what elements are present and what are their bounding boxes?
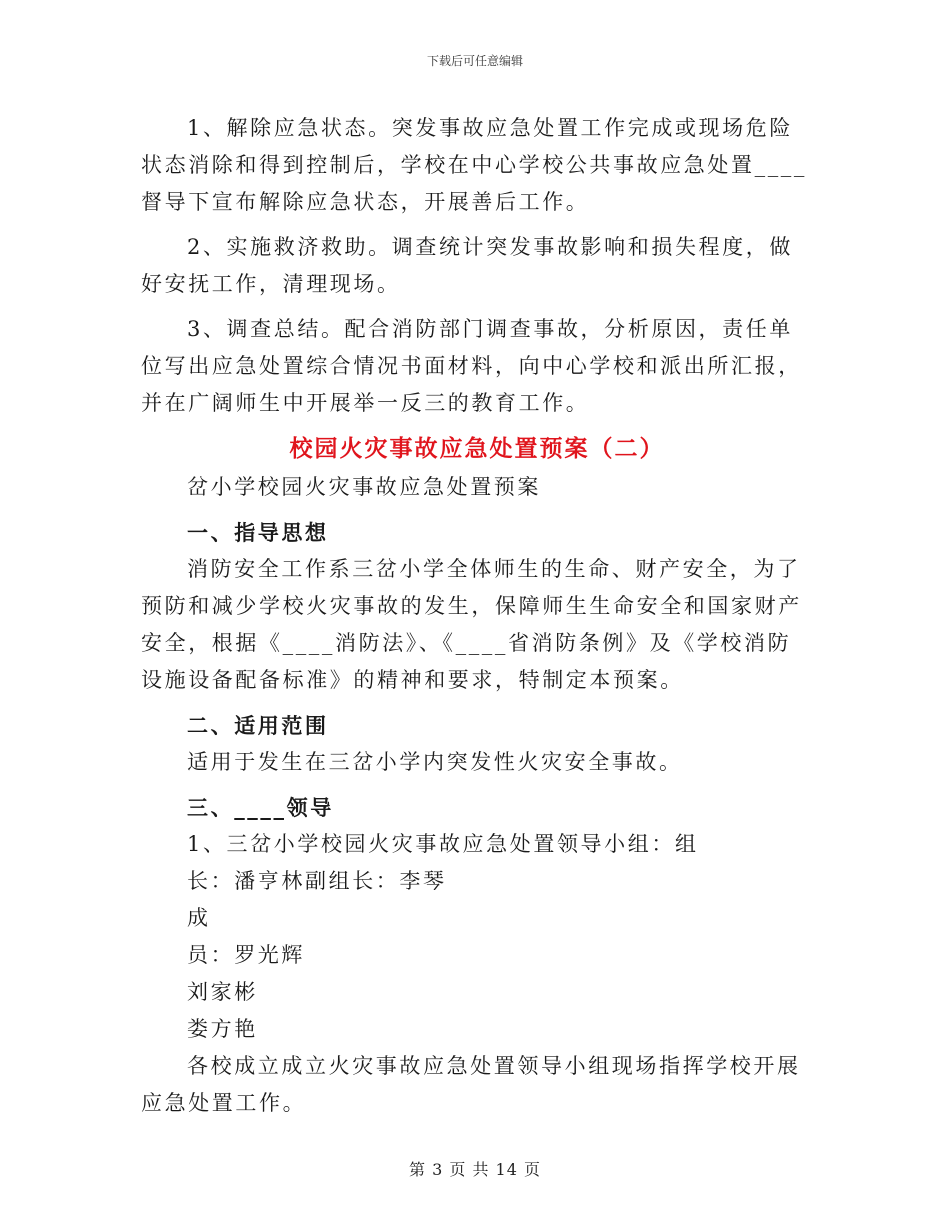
member-line-a: 成 <box>187 906 211 930</box>
plan-subtitle: 岔小学校园火灾事故应急处置预案 <box>187 475 541 499</box>
page-header-note: 下载后可任意编辑 <box>426 54 523 68</box>
member-line-c: 刘家彬 <box>187 980 258 1004</box>
leadership-group-line: 1、三岔小学校园火灾事故应急处置领导小组：组 <box>187 832 699 856</box>
paragraph-scope: 适用于发生在三岔小学内突发性火灾安全事故。 <box>187 750 683 774</box>
heading-leadership: 三、____领导 <box>187 795 334 820</box>
paragraph-investigation: 3、调查总结。配合消防部门调查事故，分析原因，责任单位写出应急处置综合情况书面材料，向中心学校和派出所汇报，并在广阔师生中开展举一反三的教育工作。 <box>141 317 802 415</box>
paragraph-guiding-thought: 消防安全工作系三岔小学全体师生的生命、财产安全，为了预防和减少学校火灾事故的发生，保障师生生命安全和国家财产安全，根据《____消防法》、《____省消防条例》及《学校消防设施设备配备标准》的精神和要求，特制定本预案。 <box>141 557 802 692</box>
paragraph-closing: 各校成立成立火灾事故应急处置领导小组现场指挥学校开展应急处置工作。 <box>141 1054 801 1115</box>
member-line-d: 娄方艳 <box>187 1017 258 1041</box>
paragraph-relief: 2、实施救济救助。调查统计突发事故影响和损失程度，做好安抚工作，清理现场。 <box>141 235 793 296</box>
heading-scope: 二、适用范围 <box>187 713 329 738</box>
document-body <box>141 110 813 1122</box>
leadership-leader-line: 长：潘亨林副组长：李琴 <box>187 869 447 893</box>
plan-title: 校园火灾事故应急处置预案（二） <box>289 435 665 462</box>
member-line-b: 员：罗光辉 <box>187 943 305 967</box>
heading-guiding-thought: 一、指导思想 <box>187 520 329 545</box>
page-number: 第 3 页 共 14 页 <box>409 1160 541 1179</box>
paragraph-lift-emergency: 1、解除应急状态。突发事故应急处置工作完成或现场危险状态消除和得到控制后，学校在中心学校公共事故应急处置____督导下宣布解除应急状态，开展善后工作。 <box>141 116 807 214</box>
